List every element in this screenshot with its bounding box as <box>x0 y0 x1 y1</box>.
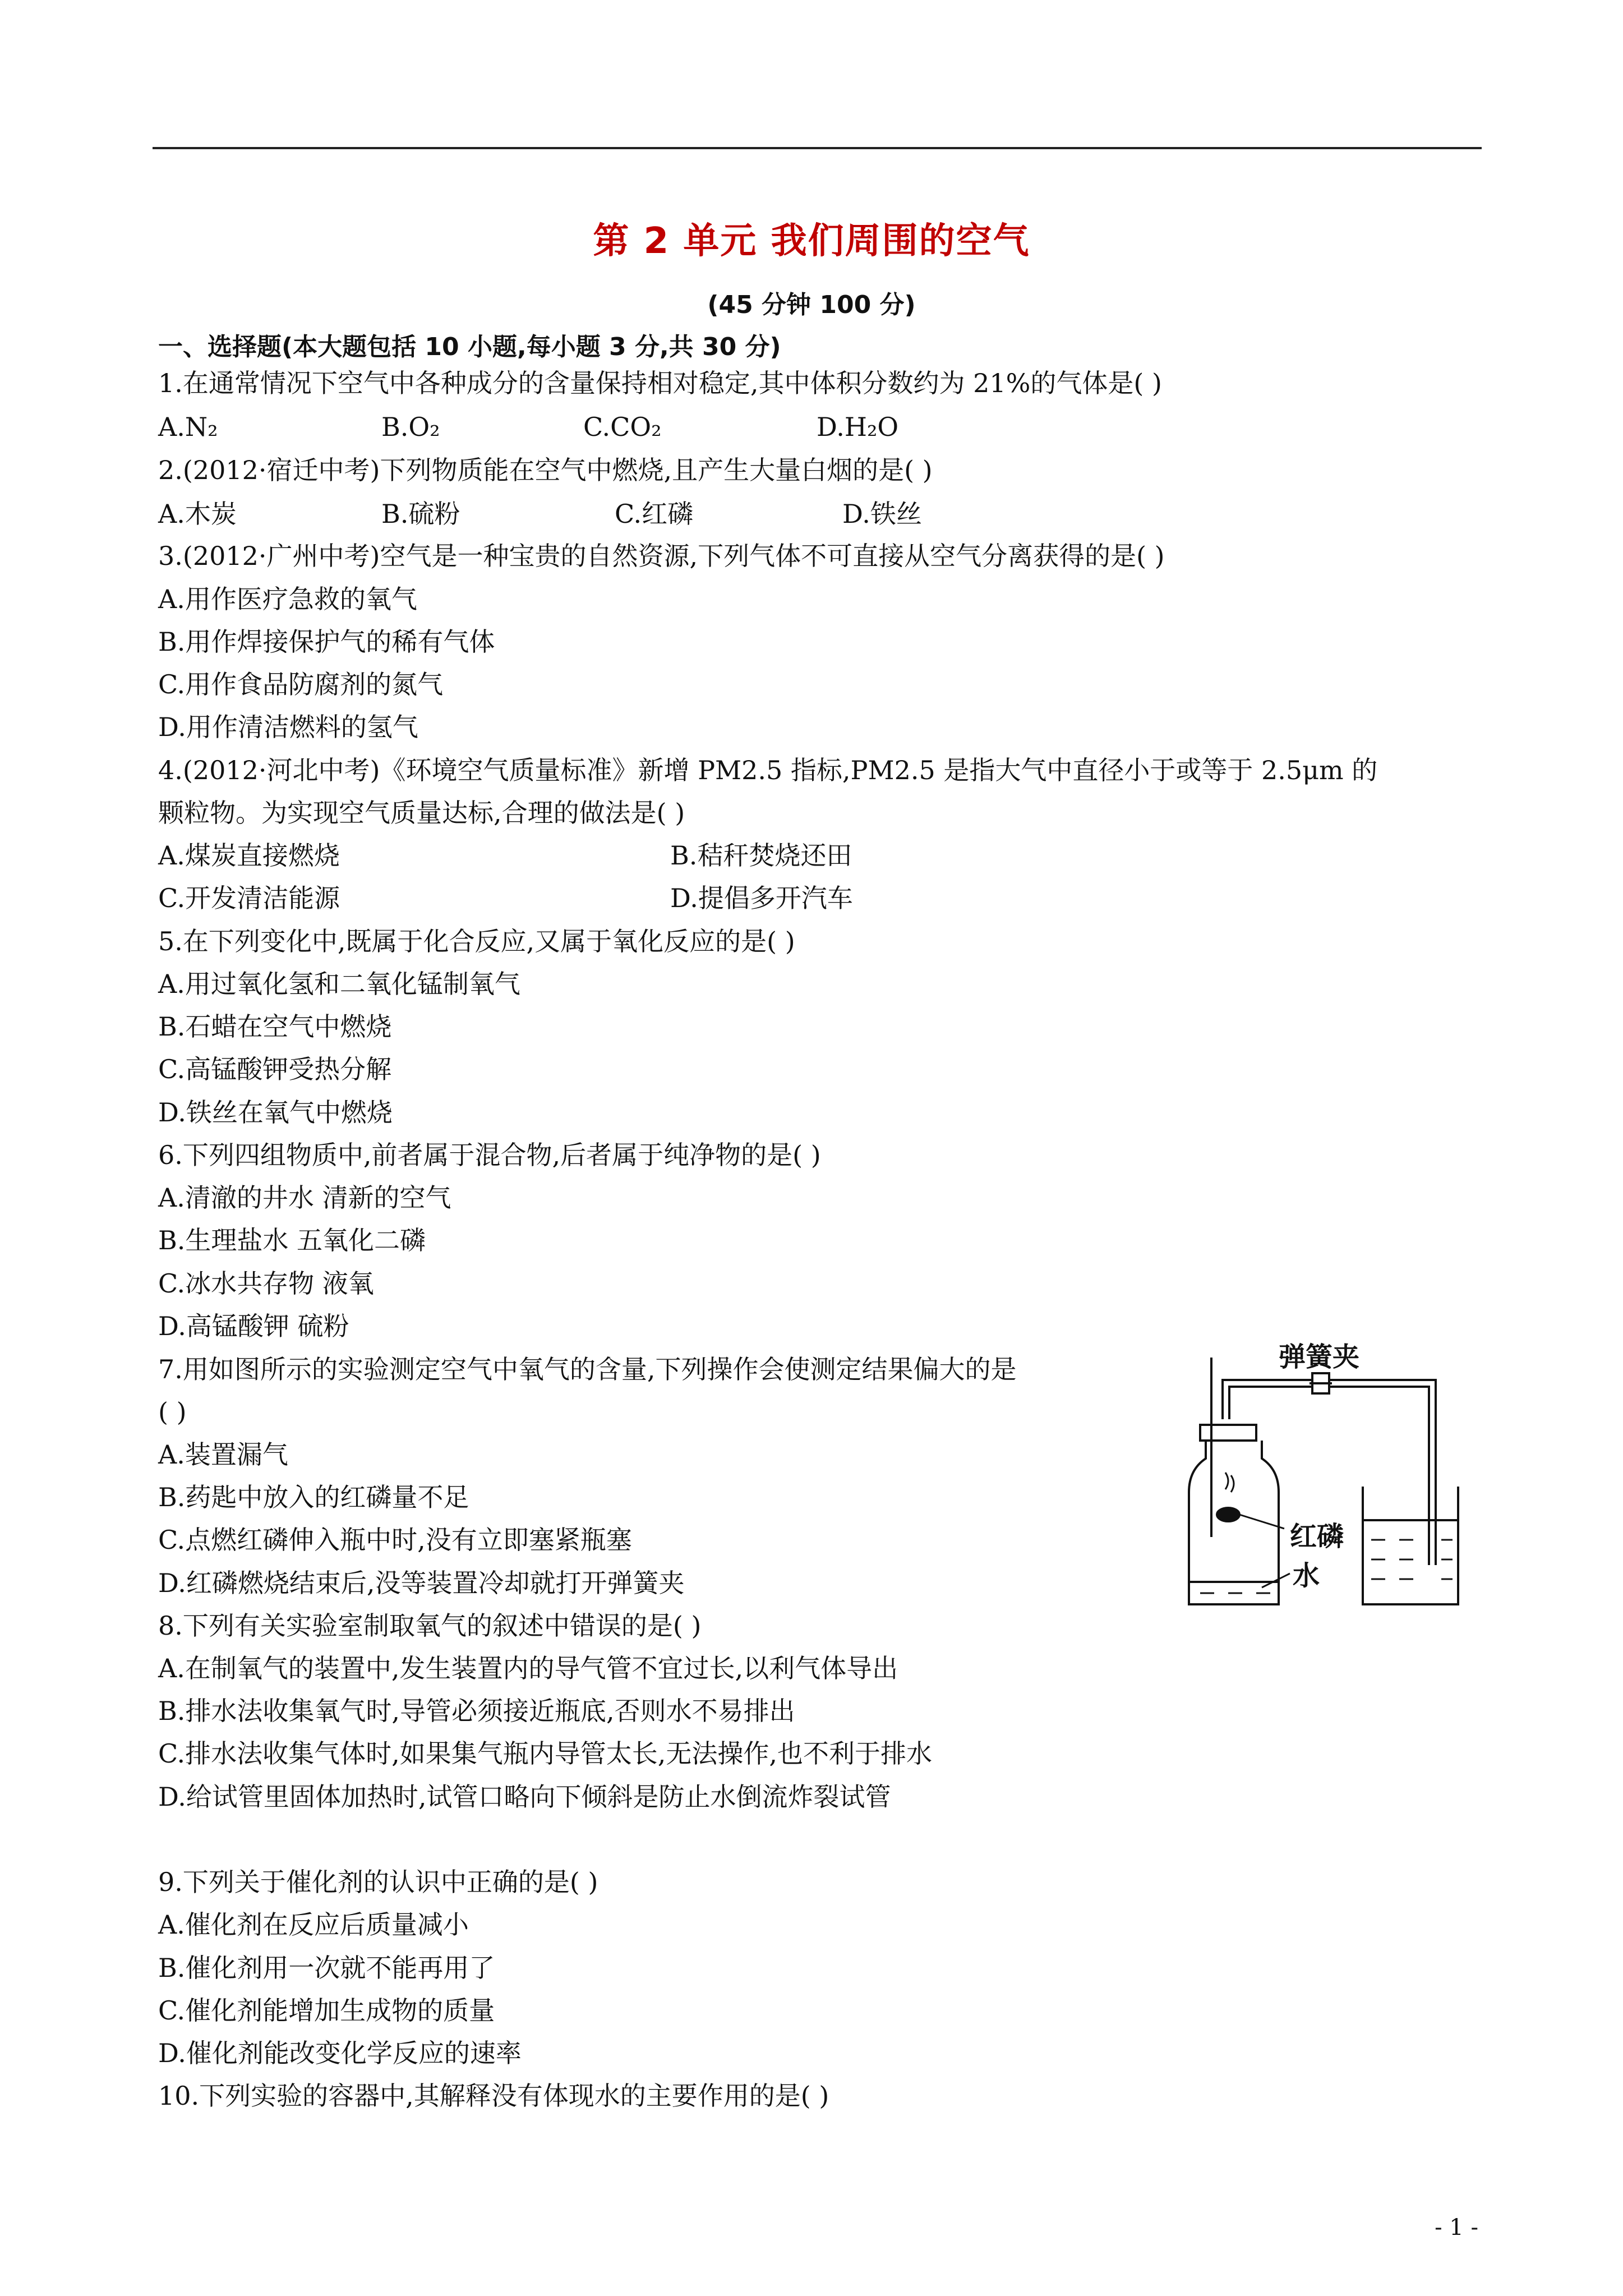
q4-option-d: D.提倡多开汽车 <box>670 883 853 913</box>
question-4-stem-cont: 颗粒物。为实现空气质量达标,合理的做法是( ) <box>158 798 685 828</box>
q7-option-b: B.药匙中放入的红磷量不足 <box>158 1482 469 1512</box>
q7-option-a: A.装置漏气 <box>158 1439 288 1470</box>
q9-option-c: C.催化剂能增加生成物的质量 <box>158 1995 495 2026</box>
q3-option-a: A.用作医疗急救的氧气 <box>158 584 417 614</box>
oxygen-measurement-apparatus-figure <box>1178 1341 1481 1610</box>
q5-option-c: C.高锰酸钾受热分解 <box>158 1054 392 1084</box>
page-title: 第 2 单元 我们周围的空气 <box>593 220 1030 262</box>
q5-option-a: A.用过氧化氢和二氧化锰制氧气 <box>158 969 520 999</box>
q2-option-a: A.木炭 <box>158 499 237 529</box>
q1-option-b: B.O₂ <box>381 412 440 442</box>
question-3-stem: 3.(2012·广州中考)空气是一种宝贵的自然资源,下列气体不可直接从空气分离获得的是( ) <box>158 541 1165 571</box>
q2-option-d: D.铁丝 <box>842 499 922 529</box>
q5-option-d: D.铁丝在氧气中燃烧 <box>158 1097 393 1128</box>
time-score-subtitle: (45 分钟 100 分) <box>707 291 916 319</box>
q6-option-a: A.清澈的井水 清新的空气 <box>158 1182 451 1213</box>
q1-option-c: C.CO₂ <box>583 412 662 442</box>
q8-option-d: D.给试管里固体加热时,试管口略向下倾斜是防止水倒流炸裂试管 <box>158 1782 891 1812</box>
q7-option-c: C.点燃红磷伸入瓶中时,没有立即塞紧瓶塞 <box>158 1525 632 1555</box>
figure-label-water: 水 <box>1293 1560 1320 1591</box>
q4-option-c: C.开发清洁能源 <box>158 883 340 913</box>
q1-option-a: A.N₂ <box>158 412 218 442</box>
q4-option-a: A.煤炭直接燃烧 <box>158 840 340 871</box>
question-1-stem: 1.在通常情况下空气中各种成分的含量保持相对稳定,其中体积分数约为 21%的气体是( ) <box>158 368 1162 398</box>
q3-option-d: D.用作清洁燃料的氢气 <box>158 712 418 742</box>
q1-option-d: D.H₂O <box>817 412 899 442</box>
q3-option-c: C.用作食品防腐剂的氮气 <box>158 669 444 700</box>
q9-option-b: B.催化剂用一次就不能再用了 <box>158 1953 495 1983</box>
q4-option-b: B.秸秆焚烧还田 <box>670 840 852 871</box>
q2-option-b: B.硫粉 <box>381 499 460 529</box>
q6-option-b: B.生理盐水 五氧化二磷 <box>158 1225 426 1255</box>
question-9-stem: 9.下列关于催化剂的认识中正确的是( ) <box>158 1867 598 1897</box>
figure-label-red-phosphorus: 红磷 <box>1290 1521 1344 1552</box>
q7-option-d: D.红磷燃烧结束后,没等装置冷却就打开弹簧夹 <box>158 1568 685 1598</box>
page-number: - 1 - <box>1435 2215 1478 2240</box>
question-7-stem-cont: ( ) <box>158 1397 187 1427</box>
q6-option-d: D.高锰酸钾 硫粉 <box>158 1311 349 1341</box>
header-rule <box>153 147 1482 149</box>
q2-option-c: C.红磷 <box>615 499 694 529</box>
q8-option-a: A.在制氧气的装置中,发生装置内的导气管不宜过长,以利气体导出 <box>158 1653 898 1683</box>
q9-option-d: D.催化剂能改变化学反应的速率 <box>158 2038 522 2068</box>
q6-option-c: C.冰水共存物 液氧 <box>158 1268 374 1299</box>
figure-label-spring-clamp: 弹簧夹 <box>1279 1341 1360 1373</box>
question-10-stem: 10.下列实验的容器中,其解释没有体现水的主要作用的是( ) <box>158 2081 829 2111</box>
q3-option-b: B.用作焊接保护气的稀有气体 <box>158 627 495 657</box>
question-2-stem: 2.(2012·宿迁中考)下列物质能在空气中燃烧,且产生大量白烟的是( ) <box>158 455 933 485</box>
question-4-stem: 4.(2012·河北中考)《环境空气质量标准》新增 PM2.5 指标,PM2.5 是指大气中直径小于或等于 2.5μm 的 <box>158 755 1378 785</box>
question-7-stem: 7.用如图所示的实验测定空气中氧气的含量,下列操作会使测定结果偏大的是 <box>158 1354 1017 1384</box>
question-6-stem: 6.下列四组物质中,前者属于混合物,后者属于纯净物的是( ) <box>158 1140 821 1170</box>
q9-option-a: A.催化剂在反应后质量减小 <box>158 1910 469 1940</box>
section-heading: 一、选择题(本大题包括 10 小题,每小题 3 分,共 30 分) <box>158 333 781 361</box>
q5-option-b: B.石蜡在空气中燃烧 <box>158 1011 392 1042</box>
question-5-stem: 5.在下列变化中,既属于化合反应,又属于氧化反应的是( ) <box>158 926 795 956</box>
q8-option-b: B.排水法收集氧气时,导管必须接近瓶底,否则水不易排出 <box>158 1696 795 1726</box>
question-8-stem: 8.下列有关实验室制取氧气的叙述中错误的是( ) <box>158 1611 702 1641</box>
q8-option-c: C.排水法收集气体时,如果集气瓶内导管太长,无法操作,也不利于排水 <box>158 1738 933 1769</box>
